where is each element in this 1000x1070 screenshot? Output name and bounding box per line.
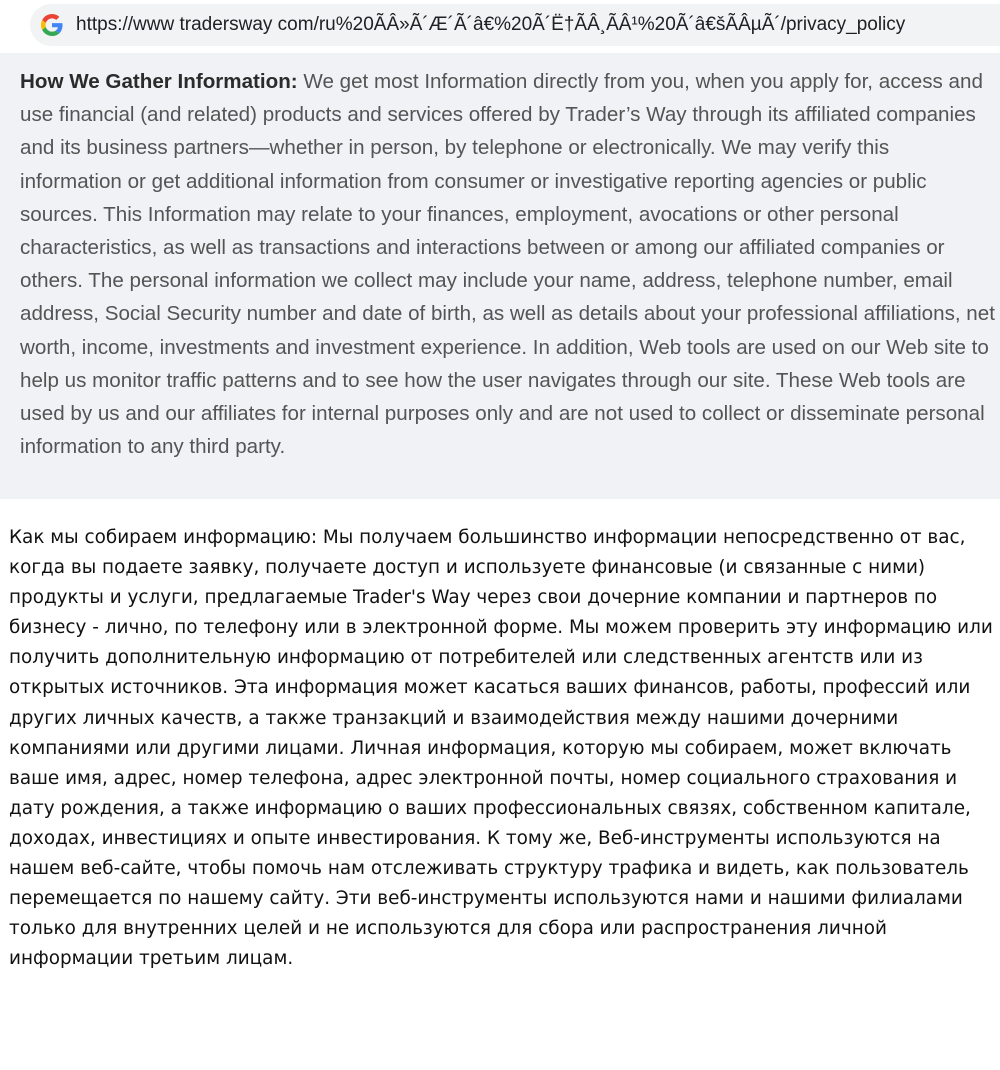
english-heading: How We Gather Information: bbox=[20, 70, 298, 93]
url-text[interactable]: https://www tradersway com/ru%20ÃÂ»Ã´Æ´Ã´â€%20Ã´Ë†ÃÂ¸ÃÂ¹%20Ã´â€šÃÂµÃ´/privacy_policy bbox=[76, 14, 906, 35]
browser-address-bar bbox=[0, 0, 1000, 48]
english-policy-block bbox=[0, 53, 1000, 499]
google-g-icon[interactable] bbox=[41, 14, 63, 36]
russian-translation-block bbox=[0, 515, 1000, 1055]
english-body: We get most Information directly from you, when you apply for, access and use financial (and related) products and services offered by Trader’s Way through its affiliated companies and its business partners—whether in person, by telephone or electronically. We may verify this information or get additional information from consumer or investigative reporting agencies or public sources. This Information may relate to your finances, employment, avocations or other personal characteristics, as well as transactions and interactions between or among our affiliated companies or others. The personal information we collect may include your name, address, telephone number, email address, Social Security number and date of birth, as well as details about your professional affiliations, net worth, income, investments and investment experience. In addition, Web tools are used on our Web site to help us monitor traffic patterns and to see how the user navigates through our site. These Web tools are used by us and our affiliates for internal purposes only and are not used to collect or disseminate personal information to any third party. bbox=[20, 70, 995, 459]
omnibox[interactable] bbox=[30, 4, 1000, 46]
english-paragraph bbox=[20, 65, 995, 463]
russian-paragraph: Как мы собираем информацию: Мы получаем большинство информации непосредственно от вас, когда вы подаете заявку, получаете доступ и используете финансовые (и связанные с ними) продукты и услуги, предлагаемые Trader's Way через свои дочерние компании и партнеров по бизнесу - лично, по телефону или в электронной форме. Мы можем проверить эту информацию или получить дополнительную информацию от потребителей или следственных агентств или из открытых источников. Эта информация может касаться ваших финансов, работы, профессий или других личных качеств, а также транзакций и взаимодействия между нашими дочерними компаниями или другими лицами. Личная информация, которую мы собираем, может включать ваше имя, адрес, номер телефона, адрес электронной почты, номер социального страхования и дату рождения, а также информацию о ваших профессиональных связях, собственном капитале, доходах, инвестициях и опыте инвестирования. К тому же, Веб-инструменты используются на нашем веб-сайте, чтобы помочь нам отслеживать структуру трафика и видеть, как пользователь перемещается по нашему сайту. Эти веб-инструменты используются нами и нашими филиалами только для внутренних целей и не используются для сбора или распространения личной информации третьим лицам. bbox=[9, 527, 993, 970]
